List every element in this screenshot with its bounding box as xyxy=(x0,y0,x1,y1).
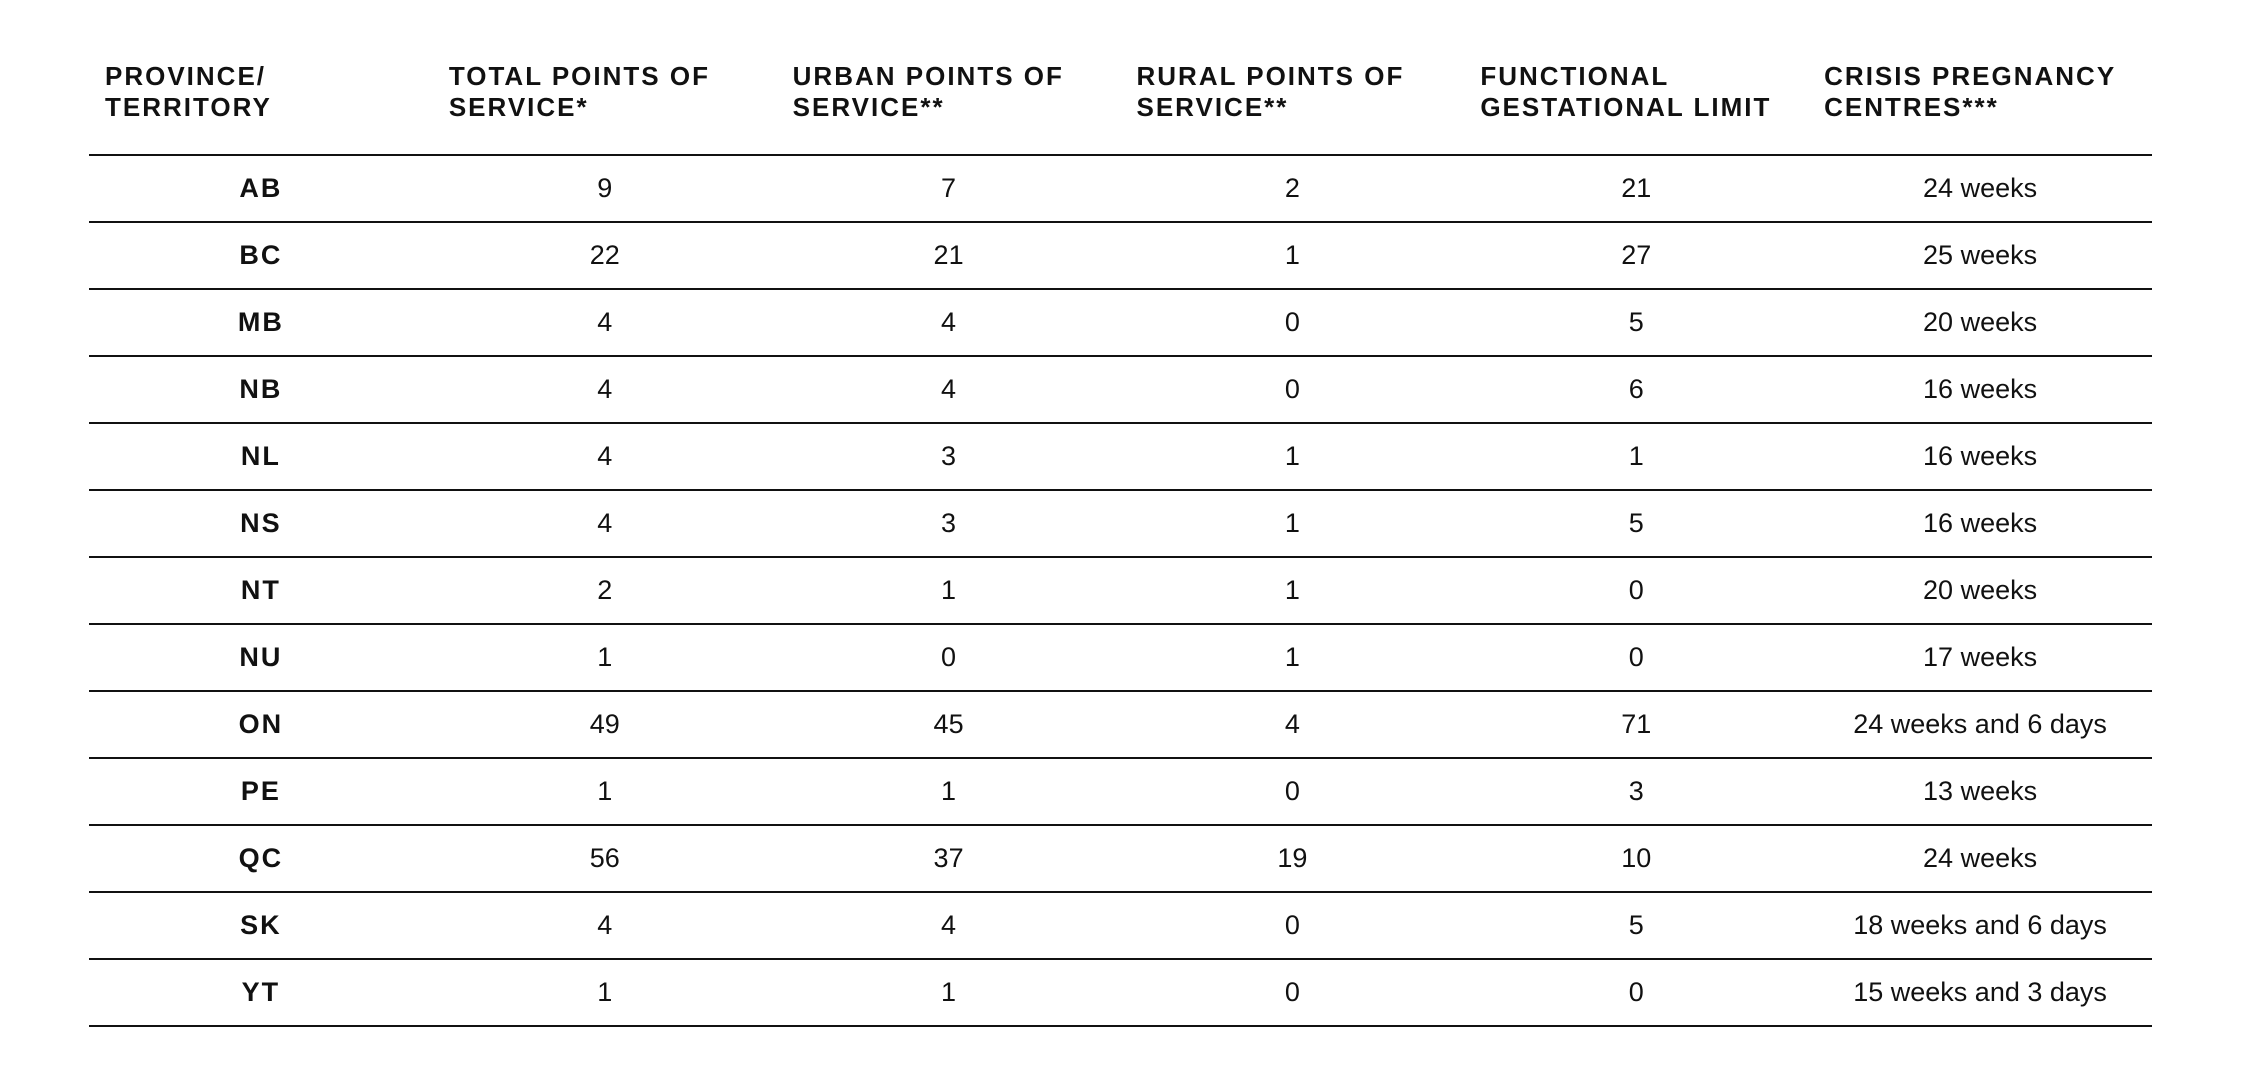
table-row xyxy=(89,423,2152,490)
table-row xyxy=(89,624,2152,691)
urban-points-cell: 45 xyxy=(777,691,1121,758)
province-cell: NU xyxy=(89,624,433,691)
rural-points-cell: 1 xyxy=(1120,557,1464,624)
urban-points-cell: 1 xyxy=(777,959,1121,1026)
table-row xyxy=(89,222,2152,289)
table-row xyxy=(89,155,2152,222)
urban-points-cell: 1 xyxy=(777,758,1121,825)
gestational-limit-cell: 0 xyxy=(1464,959,1808,1026)
total-points-cell: 4 xyxy=(433,289,777,356)
crisis-centres-cell: 25 weeks xyxy=(1808,222,2152,289)
total-points-cell: 1 xyxy=(433,959,777,1026)
crisis-centres-cell: 24 weeks xyxy=(1808,155,2152,222)
rural-points-cell: 2 xyxy=(1120,155,1464,222)
rural-points-cell: 0 xyxy=(1120,289,1464,356)
province-cell: NT xyxy=(89,557,433,624)
province-cell: YT xyxy=(89,959,433,1026)
province-cell: AB xyxy=(89,155,433,222)
province-cell: NL xyxy=(89,423,433,490)
rural-points-cell: 1 xyxy=(1120,490,1464,557)
gestational-limit-cell: 27 xyxy=(1464,222,1808,289)
rural-points-cell: 1 xyxy=(1120,222,1464,289)
crisis-centres-cell: 20 weeks xyxy=(1808,557,2152,624)
urban-points-cell: 37 xyxy=(777,825,1121,892)
total-points-cell: 4 xyxy=(433,356,777,423)
table-row xyxy=(89,758,2152,825)
gestational-limit-cell: 71 xyxy=(1464,691,1808,758)
urban-points-cell: 7 xyxy=(777,155,1121,222)
province-cell: PE xyxy=(89,758,433,825)
gestational-limit-cell: 5 xyxy=(1464,490,1808,557)
rural-points-cell: 1 xyxy=(1120,423,1464,490)
total-points-cell: 4 xyxy=(433,892,777,959)
table-row xyxy=(89,691,2152,758)
gestational-limit-cell: 5 xyxy=(1464,892,1808,959)
table-row xyxy=(89,356,2152,423)
rural-points-cell: 4 xyxy=(1120,691,1464,758)
rural-points-cell: 1 xyxy=(1120,624,1464,691)
total-points-cell: 22 xyxy=(433,222,777,289)
column-header-total-points: TOTAL POINTS OF SERVICE* xyxy=(433,58,777,155)
province-services-table xyxy=(89,58,2152,1027)
urban-points-cell: 3 xyxy=(777,423,1121,490)
table-row xyxy=(89,825,2152,892)
province-cell: QC xyxy=(89,825,433,892)
rural-points-cell: 0 xyxy=(1120,959,1464,1026)
total-points-cell: 1 xyxy=(433,758,777,825)
crisis-centres-cell: 15 weeks and 3 days xyxy=(1808,959,2152,1026)
crisis-centres-cell: 17 weeks xyxy=(1808,624,2152,691)
urban-points-cell: 4 xyxy=(777,289,1121,356)
table-row xyxy=(89,892,2152,959)
gestational-limit-cell: 3 xyxy=(1464,758,1808,825)
urban-points-cell: 4 xyxy=(777,892,1121,959)
column-header-urban-points: URBAN POINTS OF SERVICE** xyxy=(777,58,1121,155)
column-header-province: PROVINCE/ TERRITORY xyxy=(89,58,433,155)
table-row xyxy=(89,557,2152,624)
gestational-limit-cell: 0 xyxy=(1464,557,1808,624)
total-points-cell: 1 xyxy=(433,624,777,691)
crisis-centres-cell: 16 weeks xyxy=(1808,423,2152,490)
province-cell: MB xyxy=(89,289,433,356)
province-cell: BC xyxy=(89,222,433,289)
column-header-rural-points: RURAL POINTS OF SERVICE** xyxy=(1120,58,1464,155)
rural-points-cell: 0 xyxy=(1120,356,1464,423)
total-points-cell: 4 xyxy=(433,490,777,557)
column-header-gestational-limit: FUNCTIONAL GESTATIONAL LIMIT xyxy=(1464,58,1808,155)
rural-points-cell: 19 xyxy=(1120,825,1464,892)
province-cell: ON xyxy=(89,691,433,758)
urban-points-cell: 0 xyxy=(777,624,1121,691)
table-row xyxy=(89,959,2152,1026)
province-cell: SK xyxy=(89,892,433,959)
gestational-limit-cell: 5 xyxy=(1464,289,1808,356)
total-points-cell: 49 xyxy=(433,691,777,758)
data-table-container xyxy=(89,58,2152,1027)
gestational-limit-cell: 1 xyxy=(1464,423,1808,490)
crisis-centres-cell: 16 weeks xyxy=(1808,356,2152,423)
gestational-limit-cell: 0 xyxy=(1464,624,1808,691)
province-cell: NB xyxy=(89,356,433,423)
total-points-cell: 2 xyxy=(433,557,777,624)
province-cell: NS xyxy=(89,490,433,557)
rural-points-cell: 0 xyxy=(1120,892,1464,959)
total-points-cell: 4 xyxy=(433,423,777,490)
urban-points-cell: 4 xyxy=(777,356,1121,423)
total-points-cell: 9 xyxy=(433,155,777,222)
urban-points-cell: 21 xyxy=(777,222,1121,289)
table-row xyxy=(89,490,2152,557)
column-header-crisis-centres: CRISIS PREGNANCY CENTRES*** xyxy=(1808,58,2152,155)
gestational-limit-cell: 10 xyxy=(1464,825,1808,892)
crisis-centres-cell: 24 weeks xyxy=(1808,825,2152,892)
urban-points-cell: 1 xyxy=(777,557,1121,624)
gestational-limit-cell: 21 xyxy=(1464,155,1808,222)
crisis-centres-cell: 13 weeks xyxy=(1808,758,2152,825)
crisis-centres-cell: 18 weeks and 6 days xyxy=(1808,892,2152,959)
rural-points-cell: 0 xyxy=(1120,758,1464,825)
table-header-row xyxy=(89,58,2152,155)
crisis-centres-cell: 20 weeks xyxy=(1808,289,2152,356)
gestational-limit-cell: 6 xyxy=(1464,356,1808,423)
crisis-centres-cell: 16 weeks xyxy=(1808,490,2152,557)
crisis-centres-cell: 24 weeks and 6 days xyxy=(1808,691,2152,758)
total-points-cell: 56 xyxy=(433,825,777,892)
table-row xyxy=(89,289,2152,356)
urban-points-cell: 3 xyxy=(777,490,1121,557)
